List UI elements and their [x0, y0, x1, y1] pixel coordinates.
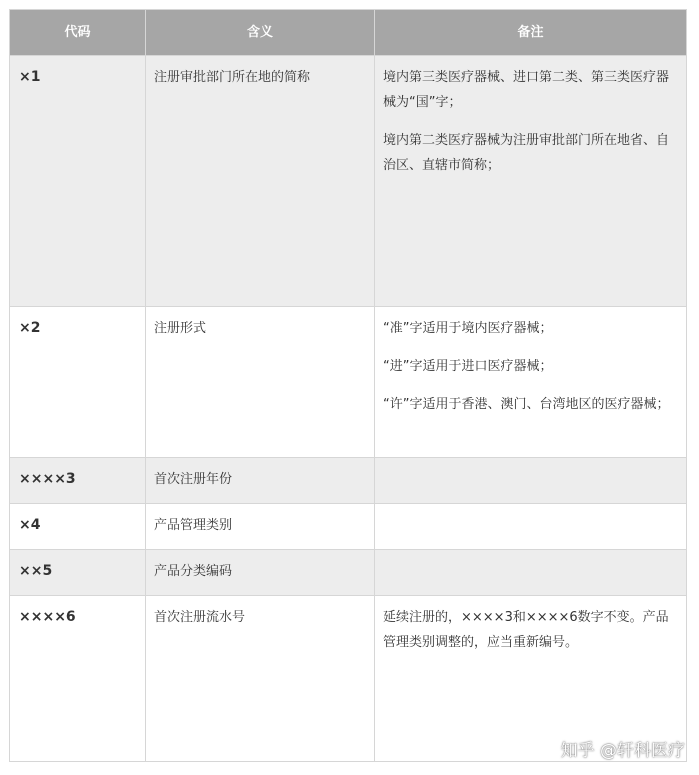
code-cell: ×2 [10, 307, 146, 458]
remark-line: 延续注册的，××××3和××××6数字不变。产品管理类别调整的，应当重新编号。 [383, 610, 669, 650]
code-cell: ××5 [10, 550, 146, 596]
remark-line: 境内第三类医疗器械、进口第二类、第三类医疗器械为“国”字； [383, 70, 670, 110]
table-header-row [10, 10, 687, 56]
header-meaning: 含义 [146, 10, 375, 56]
remark-cell [375, 550, 687, 596]
meaning-cell: 首次注册流水号 [146, 596, 375, 762]
code-cell: ×1 [10, 56, 146, 307]
code-cell: ××××3 [10, 458, 146, 504]
code-cell: ××××6 [10, 596, 146, 762]
remark-cell [375, 56, 687, 307]
header-code: 代码 [10, 10, 146, 56]
zhihu-watermark: 知乎 @轩科医疗 [560, 741, 685, 761]
remark-line: “许”字适用于香港、澳门、台湾地区的医疗器械； [383, 397, 670, 412]
meaning-cell: 注册形式 [146, 307, 375, 458]
remark-line: 境内第二类医疗器械为注册审批部门所在地省、自治区、直辖市简称； [383, 133, 670, 173]
remark-cell [375, 504, 687, 550]
remark-line: “进”字适用于进口医疗器械； [383, 359, 553, 374]
meaning-cell: 首次注册年份 [146, 458, 375, 504]
remark-line: “准”字适用于境内医疗器械； [383, 321, 553, 336]
registration-code-table [9, 9, 687, 762]
table-row [10, 504, 687, 550]
remark-cell [375, 458, 687, 504]
code-cell: ×4 [10, 504, 146, 550]
header-remark: 备注 [375, 10, 687, 56]
meaning-cell: 注册审批部门所在地的简称 [146, 56, 375, 307]
remark-cell [375, 307, 687, 458]
meaning-cell: 产品分类编码 [146, 550, 375, 596]
table-row [10, 307, 687, 458]
table-row [10, 458, 687, 504]
table-row [10, 550, 687, 596]
table-row [10, 56, 687, 307]
meaning-cell: 产品管理类别 [146, 504, 375, 550]
